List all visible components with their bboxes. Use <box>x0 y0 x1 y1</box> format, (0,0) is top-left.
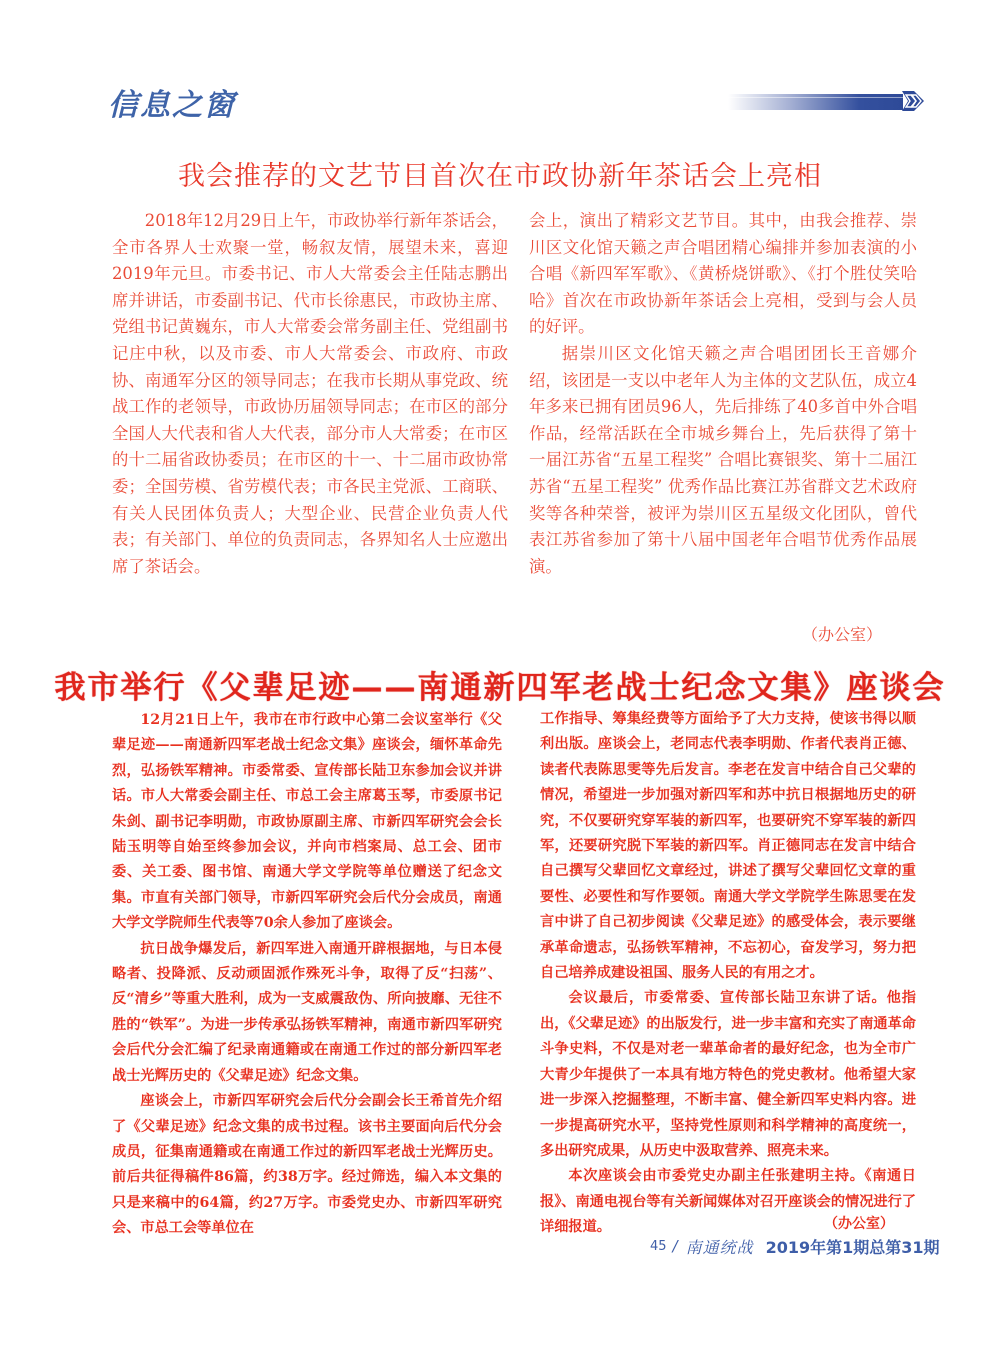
article-2-byline: （办公室） <box>824 1216 894 1232</box>
article-2-paragraph: 座谈会上，市新四军研究会后代分会副会长王希首先介绍了《父辈足迹》纪念文集的成书过程。该书主要面向后代分会成员，征集南通籍或在南通工作过的新四军老战士光辉历史。前后共征得稿件86篇，约38万字。经过筛选，编入本文集的只是来稿中的64篇，约27万字。市委党史办、市新四军研究会、市总工会等单位在 <box>112 1093 502 1237</box>
article-1-paragraph: 据崇川区文化馆天籁之声合唱团团长王音娜介绍，该团是一支以中老年人为主体的文艺队伍，成立4年多来已拥有团员96人，先后排练了40多首中外合唱作品，经常活跃在全市城乡舞台上，先后获得了第十一届江苏省“五星工程奖” 合唱比赛银奖、第十二届江苏省“五星工程奖” 优秀作品比赛江苏省群文艺术政府奖等各种荣誉，被评为崇川区五星级文化团队，曾代表江苏省参加了第十八届中国老年合唱节优秀作品展演。 <box>529 343 917 576</box>
magazine-name: 南通统战 <box>685 1237 754 1257</box>
article-2-paragraph: 抗日战争爆发后，新四军进入南通开辟根据地，与日本侵略者、投降派、反动顽固派作殊死斗争，取得了反“扫荡”、反“清乡”等重大胜利，成为一支威震敌伪、所向披靡、无往不胜的“铁军”。为进一步传承弘扬铁军精神，南通市新四军研究会后代分会汇编了纪录南通籍或在南通工作过的部分新四军老战士光辉历史的《父辈足迹》纪念文集。 <box>112 940 502 1084</box>
page-header <box>108 78 928 123</box>
article-1-paragraph: 2018年12月29日上午，市政协举行新年茶话会，全市各界人士欢聚一堂，畅叙友情，展望未来，喜迎2019年元旦。市委书记、市人大常委会主任陆志鹏出席并讲话，市委副书记、代市长徐惠民，市政协主席、党组书记黄巍东，市人大常委会常务副主任、党组副书记庄中秋，以及市委、市人大常委会、市政府、市政协、南通军分区的领导同志；在我市长期从事党政、统战工作的老领导，市政协历届领导同志；在市区的部分全国人大代表和省人大代表，部分市人大常委；在市区的十二届省政协委员；在市区的十一、十二届市政协常委；全国劳模、省劳模代表；市各民主党派、工商联、有关人民团体负责人；大型企业、民营企业负责人代表；有关部门、单位的负责同志，各界知名人士应邀出席了茶话会。 <box>112 211 508 576</box>
article-1-title: 我会推荐的文艺节目首次在市政协新年茶话会上亮相 <box>178 161 822 192</box>
article-2-column-1 <box>112 708 502 1242</box>
article-2-title: 我市举行《父辈足迹——南通新四军老战士纪念文集》座谈会 <box>54 670 946 706</box>
article-1-byline: （办公室） <box>802 625 883 644</box>
article-2-paragraph: 本次座谈会由市委党史办副主任张建明主持。《南通日报》、南通电视台等有关新闻媒体对召开座谈会的情况进行了详细报道。 <box>540 1168 916 1236</box>
article-1-column-1 <box>112 208 508 580</box>
footer-separator: / <box>672 1237 678 1255</box>
article-2-column-2 <box>540 707 916 1241</box>
issue-label: 2019年第1期总第31期 <box>765 1237 940 1257</box>
header-decorative-bar <box>728 94 903 110</box>
article-2-paragraph: 12月21日上午，我市在市行政中心第二会议室举行《父辈足迹——南通新四军老战士纪念文集》座谈会，缅怀革命先烈，弘扬铁军精神。市委常委、宣传部长陆卫东参加会议并讲话。市人大常委会副主任、市总工会主席葛玉琴，市委原书记朱剑、副书记李明勋，市政协原副主席、市新四军研究会会长陆玉明等自始至终参加会议，并向市档案局、总工会、团市委、关工委、图书馆、南通大学文学院等单位赠送了纪念文集。市直有关部门领导，市新四军研究会后代分会成员，南通大学文学院师生代表等70余人参加了座谈会。 <box>112 712 502 932</box>
article-2-paragraph-continuation: 工作指导、筹集经费等方面给予了大力支持，使该书得以顺利出版。座谈会上，老同志代表李明勋、作者代表肖正德、读者代表陈思雯等先后发言。李老在发言中结合自己父辈的情况，希望进一步加强对新四军和苏中抗日根据地历史的研究，不仅要研究穿军装的新四军，也要研究不穿军装的新四军，还要研究脱下军装的新四军。肖正德同志在发言中结合自己撰写父辈回忆文章经过，讲述了撰写父辈回忆文章的重要性、必要性和写作要领。南通大学文学院学生陈思雯在发言中讲了自己初步阅读《父辈足迹》的感受体会，表示要继承革命遗志，弘扬铁军精神，不忘初心，奋发学习，努力把自己培养成建设祖国、服务人民的有用之才。 <box>540 711 916 982</box>
page-footer <box>650 1234 940 1258</box>
article-1-column-2 <box>529 208 917 580</box>
section-label: 信息之窗 <box>108 88 236 123</box>
article-1-paragraph-continuation: 会上，演出了精彩文艺节目。其中，由我会推荐、崇川区文化馆天籁之声合唱团精心编排并参加表演的小合唱《新四军军歌》、《黄桥烧饼歌》、《打个胜仗笑哈哈》首次在市政协新年茶话会上亮相，受到与会人员的好评。 <box>529 211 917 337</box>
page-number: 45 <box>650 1238 667 1254</box>
article-2-paragraph: 会议最后，市委常委、宣传部长陆卫东讲了话。他指出，《父辈足迹》的出版发行，进一步丰富和充实了南通革命斗争史料，不仅是对老一辈革命者的最好纪念，也为全市广大青少年提供了一本具有地方特色的党史教材。他希望大家进一步深入挖掘整理，不断丰富、健全新四军史料内容。进一步提高研究水平，坚持党性原则和科学精神的高度统一，多出研究成果，从历史中汲取营养、照亮未来。 <box>540 990 916 1159</box>
double-chevron-right-icon <box>900 88 928 114</box>
